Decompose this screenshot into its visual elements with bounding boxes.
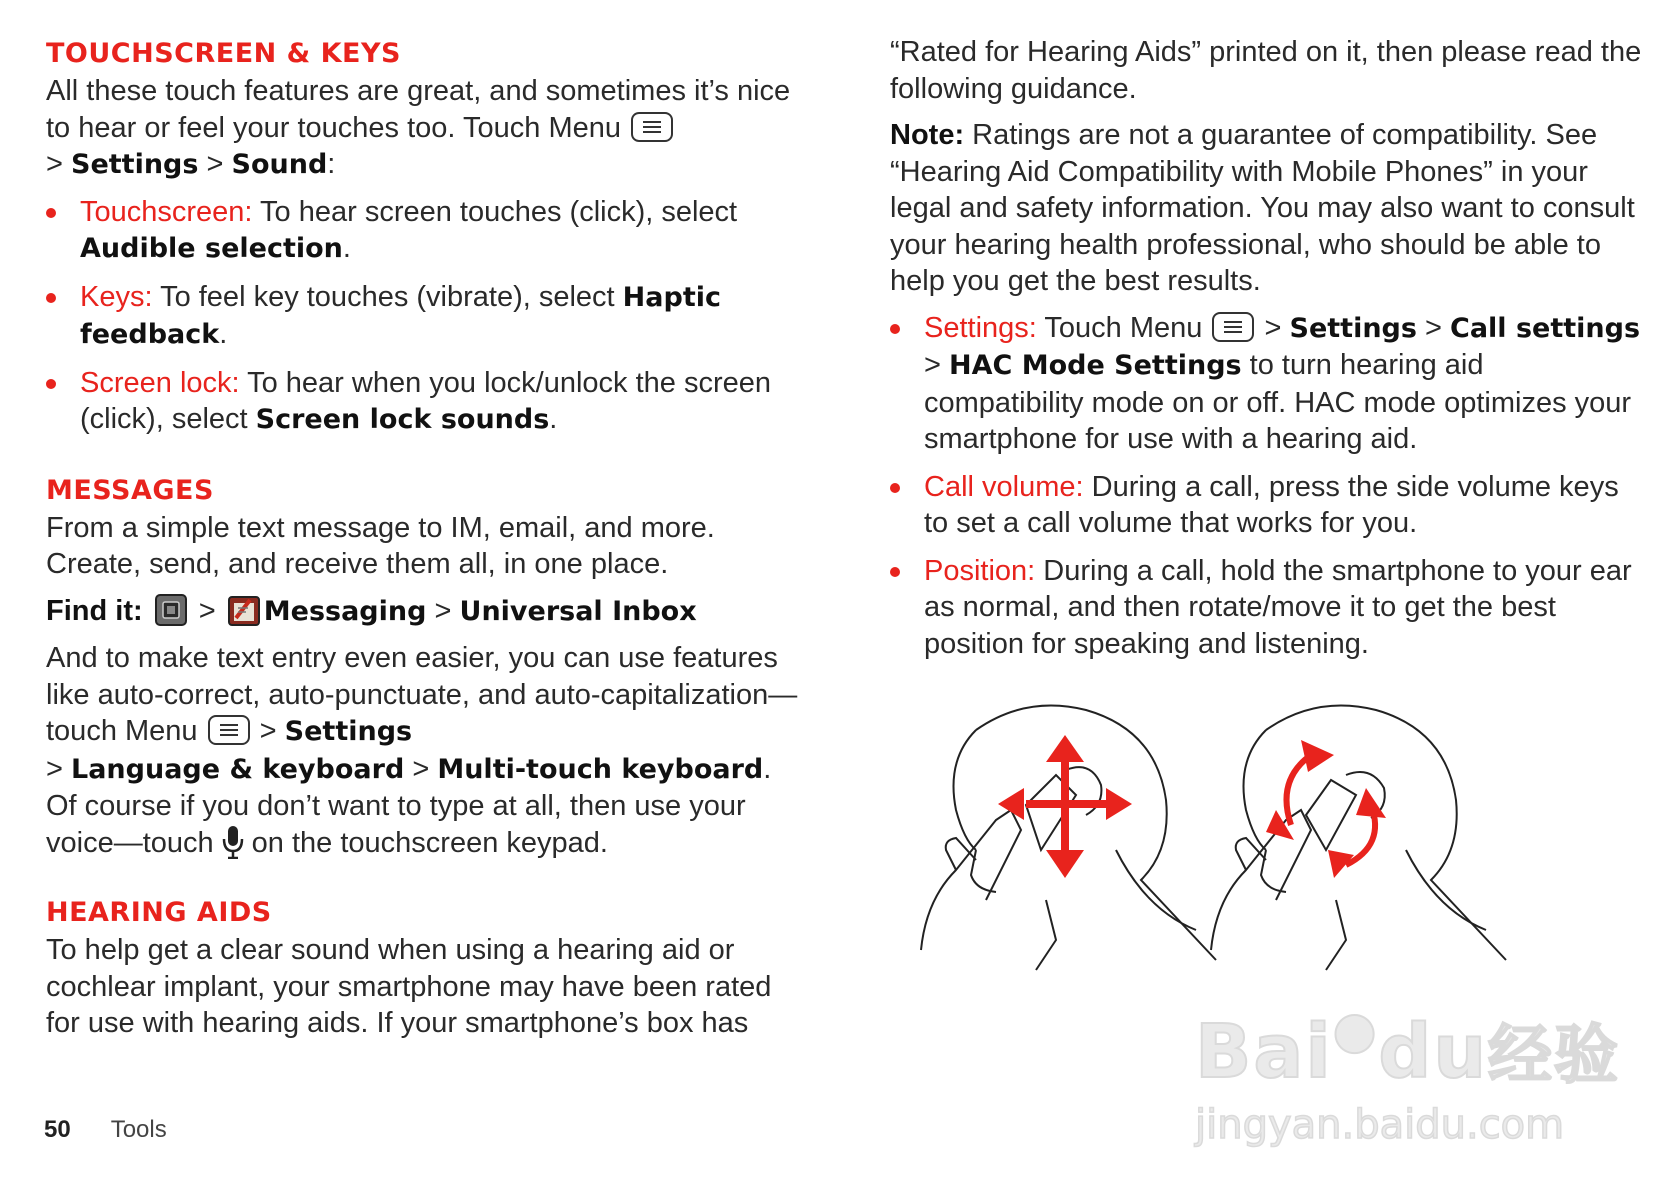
list-item-keys: Keys: To feel key touches (vibrate), select Haptic feedback.	[46, 279, 806, 354]
right-column	[890, 34, 1642, 673]
watermark-url: jingyan.baidu.com	[1195, 1102, 1565, 1148]
apps-icon	[155, 594, 187, 626]
menu-icon	[631, 112, 673, 142]
page-footer	[44, 1116, 167, 1144]
paw-icon: ●	[1332, 1001, 1379, 1059]
messages-text-entry: And to make text entry even easier, you can use features like auto-correct, auto-punctuate, and auto-capitalization—touch Menu > Settings > Language & keyboard > Multi-touch keyboard. Of course if you don’t want to type at all, then use your voice—touch on the touchscreen keypad.	[46, 642, 798, 859]
touch-intro: All these touch features are great, and sometimes it’s nice to hear or feel your touches too. Touch Menu > Settings > Sound:	[46, 75, 791, 180]
person-figure-right	[1211, 706, 1506, 971]
hearing-options-list	[890, 310, 1642, 663]
menu-icon	[1212, 312, 1254, 342]
menu-icon	[208, 715, 250, 745]
left-column	[46, 38, 806, 1042]
list-item-touchscreen: Touchscreen: To hear screen touches (click), select Audible selection.	[46, 194, 806, 268]
note-paragraph: Note: Ratings are not a guarantee of compatibility. See “Hearing Aid Compatibility with Mobile Phones” in your legal and safety information. You may also want to consult your hearing health professional, who should be able to help you get the best results.	[890, 119, 1635, 297]
hearing-intro: To help get a clear sound when using a hearing aid or cochlear implant, your smartphone may have been rated for use with hearing aids. If your smartphone’s box has	[46, 934, 772, 1039]
watermark-logo-text: Bai●du经验	[1195, 1001, 1621, 1095]
phone-position-illustration	[916, 700, 1536, 990]
section-heading-touchscreen-keys: TOUCHSCREEN & KEYS	[46, 38, 401, 69]
list-item-call-volume: Call volume: During a call, press the side volume keys to set a call volume that works for you.	[890, 469, 1642, 542]
messages-intro: From a simple text message to IM, email, and more. Create, send, and receive them all, in one place.	[46, 511, 715, 580]
find-it-path: Find it: > Messaging > Universal Inbox	[46, 594, 697, 627]
section-heading-messages: MESSAGES	[46, 474, 214, 506]
section-name: Tools	[110, 1116, 167, 1143]
list-item-screen-lock: Screen lock: To hear when you lock/unlock the screen (click), select Screen lock sounds.	[46, 365, 806, 439]
microphone-icon	[222, 825, 244, 859]
baidu-watermark	[1195, 990, 1620, 1148]
list-item-settings: Settings: Touch Menu > Settings > Call settings > HAC Mode Settings to turn hearing aid compatibility mode on or off. HAC mode optimizes your smartphone for use with a hearing aid.	[890, 310, 1642, 458]
touch-options-list	[46, 194, 806, 439]
move-arrows	[998, 735, 1132, 878]
page-number: 50	[44, 1116, 71, 1143]
messaging-icon	[228, 594, 260, 626]
list-item-position: Position: During a call, hold the smartphone to your ear as normal, and then rotate/move it to get the best position for speaking and listening.	[890, 553, 1642, 663]
section-heading-hearing-aids: HEARING AIDS	[46, 897, 272, 928]
hearing-intro-continued: “Rated for Hearing Aids” printed on it, then please read the following guidance.	[890, 36, 1642, 105]
